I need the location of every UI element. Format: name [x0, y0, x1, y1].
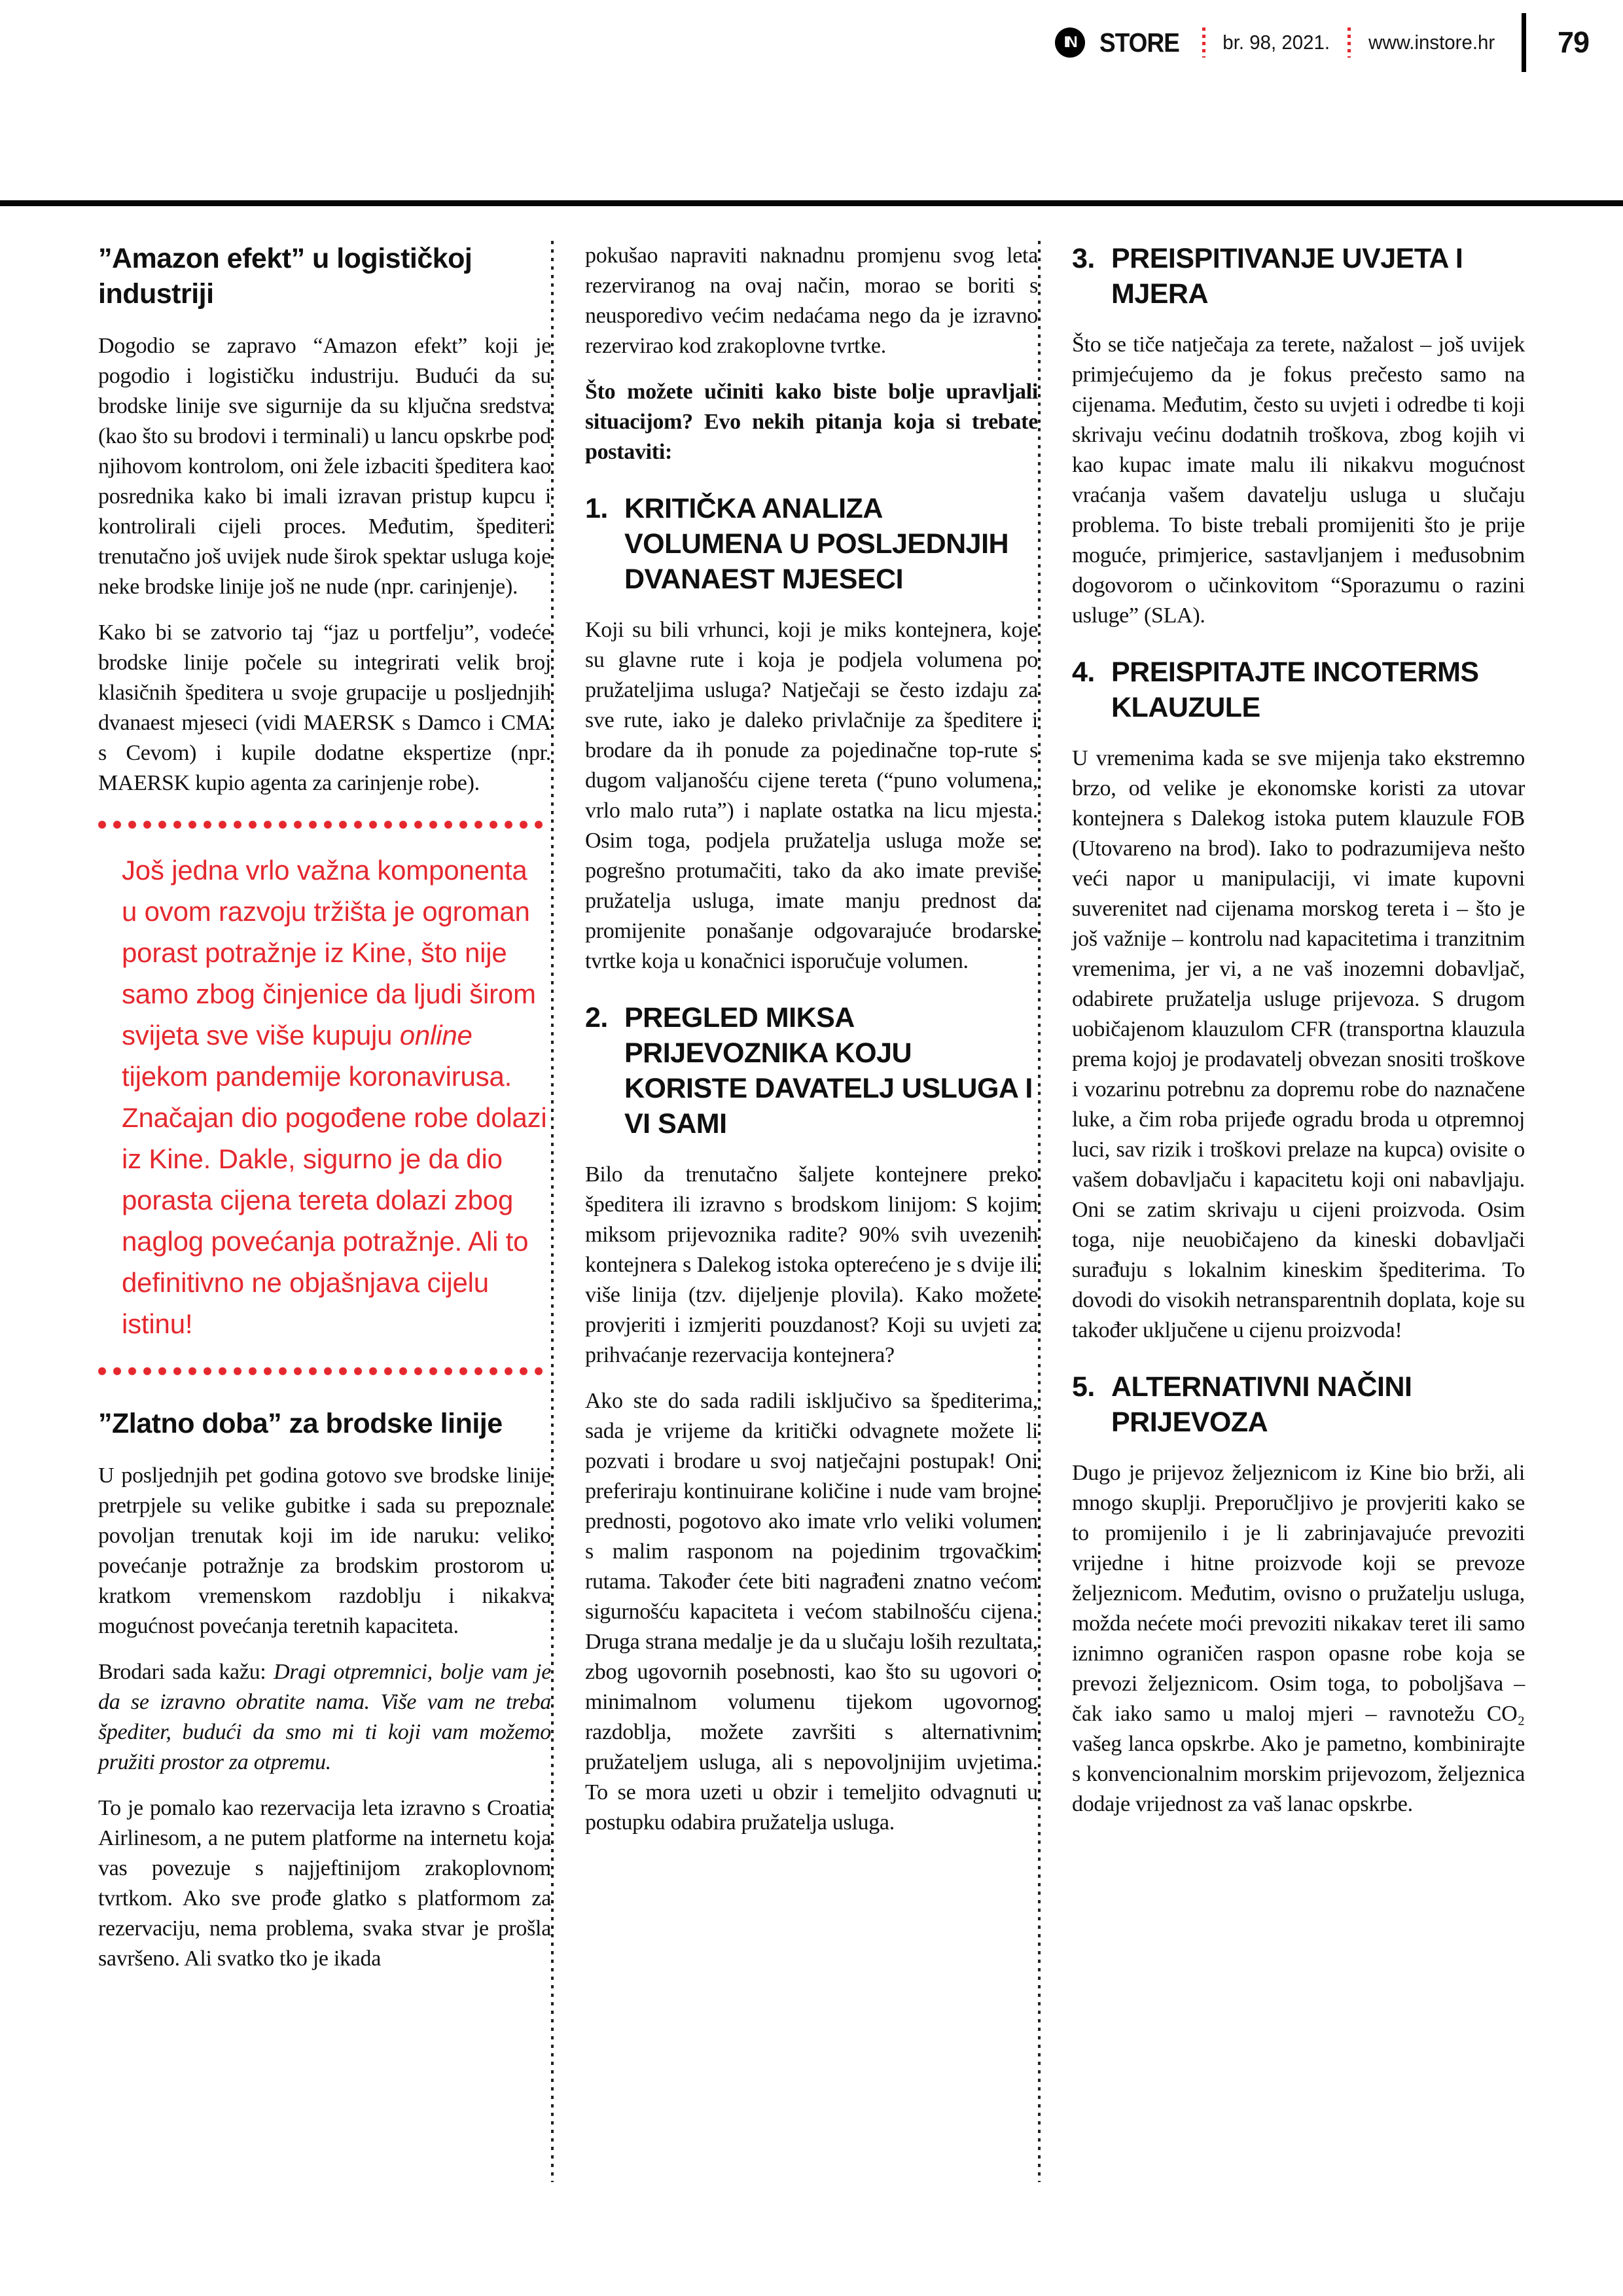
text-run: Ako ste do sada radili isključivo sa špediterima, sada je vrijeme da kritički odvagnete možete li pozvati i brodare u svoj natječajni postupak! Oni preferiraju kontinuirane količine i nude vam brojne prednosti, pogotovo ako imate vrlo veliki volumen s malim rasponom na pojedinim trgovačkim rutama. Također ćete biti nagrađeni znatno većom sigurnošću kapaciteta i većom stabilnošću cijena. Druga strana medalje je da u slučaju loših rezultata, zbog ugovornih posebnosti, kao što su ugovori o minimalnom volumenu tijekom ugovornog razdoblja, možete završiti s alternativnim pružateljem usluga, ali s nepovoljnijim uvjetima. To se mora uzeti u obzir i temeljito odvagnuti u postupku odabira pružatelja usluga. — [585, 1389, 1038, 1835]
heading-number: 4. — [1072, 656, 1095, 688]
text-run: online — [399, 1020, 473, 1050]
heading-number: 3. — [1072, 243, 1095, 274]
body-paragraph — [1072, 330, 1525, 631]
numbered-section-heading — [585, 491, 1038, 597]
text-run: Što možete učiniti kako biste bolje upravljali situacijom? Evo nekih pitanja koja si trebate postaviti: — [585, 380, 1038, 464]
heading-number: 1. — [585, 493, 608, 524]
column-2 — [551, 241, 1038, 2182]
website-url: www.instore.hr — [1368, 31, 1495, 54]
body-paragraph — [585, 615, 1038, 977]
body-paragraph — [98, 331, 551, 602]
text-run: Dugo je prijevoz željeznicom iz Kine bio brži, ali mnogo skuplji. Preporučljivo je provjeriti kako se to promijenilo i je li zabrinjavajuće prevoziti vrijedne i hitne proizvode koji se prevoze željeznicom. Međutim, ovisno o pružatelju usluga, možda nećete moći prevoziti nikakav teret ili samo iznimno ograničen raspon opasne robe koja se prevozi željeznicom. Osim toga, to poboljšava – čak iako samo u maloj mjeri – ravnotežu CO₂ vašeg lanca opskrbe. Ako je pametno, kombinirajte s konvencionalnim morskim prijevozom, željeznica dodaje vrijednost za vaš lanac opskrbe. — [1072, 1461, 1525, 1816]
section-heading: ”Amazon efekt” u logističkoj industriji — [98, 243, 473, 310]
numbered-section-heading — [1072, 1369, 1525, 1440]
numbered-section-heading — [585, 1000, 1038, 1141]
numbered-section-heading — [1072, 655, 1525, 725]
body-paragraph — [585, 241, 1038, 361]
column-3 — [1038, 241, 1525, 2182]
pull-quote — [98, 821, 551, 1376]
heading-number: 5. — [1072, 1371, 1095, 1403]
text-run: pokušao napraviti naknadnu promjenu svog leta rezerviranog na ovaj način, morao se boriti s neusporedivo većim nedaćama nego da je izravno rezervirao kod zrakoplovne tvrtke. — [585, 243, 1038, 358]
heading-text: PREISPITAJTE INCOTERMS KLAUZULE — [1111, 656, 1479, 723]
text-run: U posljednjih pet godina gotovo sve brodske linije pretrpjele su velike gubitke i sada su prepoznale povoljan trenutak koji im ide naruku: veliko povećanje potražnje za brodskim prostorom u kratkom vremenskom razdoblju i nikakva mogućnost povećanja teretnih kapaciteta. — [98, 1463, 551, 1638]
column-1 — [98, 241, 551, 2182]
text-run: Još jedna vrlo važna komponenta u ovom razvoju tržišta je ogroman porast potražnje iz Kine, što nije samo zbog činjenice da ljudi širom svijeta sve više kupuju — [122, 855, 536, 1050]
text-run: Dogodio se zapravo “Amazon efekt” koji je pogodio i logističku industriju. Budući da su brodske linije sve sigurnije da su ključna sredstva (kao što su brodovi i terminali) u lancu opskrbe pod njihovom kontrolom, oni žele izbaciti špeditera kao posrednika kako bi imali izravan pristup kupcu i kontrolirali cijeli proces. Međutim, špediteri trenutačno još uvijek nude širok spektar usluga koje neke brodske linije još ne nude (npr. carinjenje). — [98, 334, 551, 599]
text-run: tijekom pandemije koronavirusa. Značajan dio pogođene robe dolazi iz Kine. Dakle, sigurno je da dio porasta cijena tereta dolazi zbog naglog povećanja potražnje. Ali to definitivno ne objašnjava cijelu istinu! — [122, 1061, 547, 1339]
heading-text: KRITIČKA ANALIZA VOLUMENA U POSLJEDNJIH DVANAEST MJESECI — [624, 493, 1009, 595]
body-paragraph — [1072, 744, 1525, 1346]
page-number: 79 — [1557, 26, 1589, 59]
text-run: Bilo da trenutačno šaljete kontejnere preko špeditera ili izravno s brodskom linijom: S kojim miksom prijevoznika radite? 90% svih uvezenih kontejnera s Dalekog istoka opterećeno je s dvije ili više linija (tzv. dijeljenje plovila). Kako možete provjeriti i izmjeriti pouzdanost? Koji su uvjeti za prihvaćanje rezervacija kontejnera? — [585, 1162, 1038, 1367]
red-dotted-separator-icon — [1202, 27, 1205, 58]
numbered-section-heading — [1072, 241, 1525, 312]
body-paragraph — [98, 1461, 551, 1641]
text-run: To je pomalo kao rezervacija leta izravno s Croatia Airlinesom, a ne putem platforme na internetu koja vas povezuje s najjeftinijom zrakoplovnom tvrtkom. Ako sve prođe glatko s platformom za rezervaciju, nema problema, svaka stvar je prošla savršeno. Ali svatko tko je ikada — [98, 1796, 551, 1971]
header-divider-bar — [1522, 13, 1526, 72]
heading-number: 2. — [585, 1002, 608, 1033]
body-paragraph — [585, 1386, 1038, 1838]
text-run: Kako bi se zatvorio taj “jaz u portfelju”, vodeće brodske linije počele su integrirati velik broj klasičnih špeditera u svoje grupacije u posljednjih dvanaest mjeseci (vidi MAERSK s Damco i CMA s Cevom) i kupile dodatne ekspertize (npr. MAERSK kupio agenta za carinjenje robe). — [98, 620, 551, 795]
heading-text: PREISPITIVANJE UVJETA I MJERA — [1111, 243, 1463, 310]
lead-question-paragraph — [585, 377, 1038, 467]
text-run: Dragi otpremnici, bolje vam je da se izravno obratite nama. Više vam ne treba špediter, budući da smo mi ti koji vam možemo pružiti prostor za otpremu. — [98, 1660, 551, 1774]
text-run: Brodari sada kažu: — [98, 1660, 274, 1684]
instore-logo-icon: IN — [1055, 27, 1085, 58]
body-paragraph — [98, 1657, 551, 1778]
section-heading: ”Zlatno doba” za brodske linije — [98, 1408, 503, 1439]
heading-text: ALTERNATIVNI NAČINI PRIJEVOZA — [1111, 1371, 1412, 1438]
top-horizontal-rule — [0, 200, 1623, 206]
issue-number: br. 98, 2021. — [1222, 31, 1330, 54]
body-paragraph — [585, 1160, 1038, 1371]
heading-text: PREGLED MIKSA PRIJEVOZNIKA KOJU KORISTE DAVATELJ USLUGA I VI SAMI — [624, 1002, 1033, 1139]
page-header — [1055, 13, 1589, 72]
magazine-logo-text: STORE — [1099, 27, 1179, 58]
text-run: Što se tiče natječaja za terete, nažalost – još uvijek primjećujemo da je fokus prečesto samo na cijenama. Međutim, često su uvjeti i odredbe ti koji skrivaju većinu dodatnih troškova, zbog kojih vi kao kupac imate malu ili nikakvu mogućnost vraćanja vašem davatelju usluga u slučaju problema. To biste trebali promijeniti što je prije moguće, primjerice, sastavljanjem i međusobnim dogovorom o učinkovitom “Sporazumu o razini usluge” (SLA). — [1072, 332, 1525, 628]
text-run: Koji su bili vrhunci, koji je miks kontejnera, koje su glavne rute i koja je podjela volumena po pružateljima usluga? Natječaji se često izdaju za sve rute, iako je daleko privlačnije za špeditere i brodare da ih ponude za pojedinačne top-rute s dugom valjanošću cijene tereta (“puno volumena, vrlo malo ruta”) i naplate ostatka na licu mjesta. Osim toga, podjela pružatelja usluga može se pogrešno protumačiti, tako da ako imate previše pružatelja usluga, imate manju prednost da promijenite ponašanje odgovarajuće brodarske tvrtke koja u konačnici isporučuje volumen. — [585, 618, 1038, 973]
body-paragraph — [98, 1793, 551, 1974]
red-dotted-separator-icon — [1347, 27, 1351, 58]
body-paragraph — [1072, 1458, 1525, 1820]
body-paragraph — [98, 618, 551, 798]
text-run: U vremenima kada se sve mijenja tako ekstremno brzo, od velike je ekonomske koristi za utovar kontejnera s Dalekog istoka putem klauzule FOB (Utovareno na brod). Iako to podrazumijeva nešto veći napor u manipulaciji, vi imate kupovni suverenitet nad cijenama morskog tereta i – što je još važnije – kontrolu nad kapacitetima i tranzitnim vremenima, jer vi, a ne vaš inozemni dobavljač, odabirete pružatelja usluge prijevoza. S drugom uobičajenom klauzulom CFR (transportna klauzula prema kojoj je prodavatelj obvezan snositi troškove i vozarinu potrebnu za dopremu robe do naznačene luke, a čim roba prijeđe ogradu broda u otpremnoj luci, sav rizik i troškovi prelaze na kupca) ovisite o vašem dobavljaču i kapacitetu koji oni nabavljaju. Oni se zatim skrivaju u cijeni proizvoda. Osim toga, nije neuobičajeno da kineski dobavljači surađuju s lokalnim kineskim špediterima. To dovodi do visokih netransparentnih doplata, koje su također uključene u cijenu proizvoda! — [1072, 746, 1525, 1342]
columns — [98, 241, 1525, 2182]
